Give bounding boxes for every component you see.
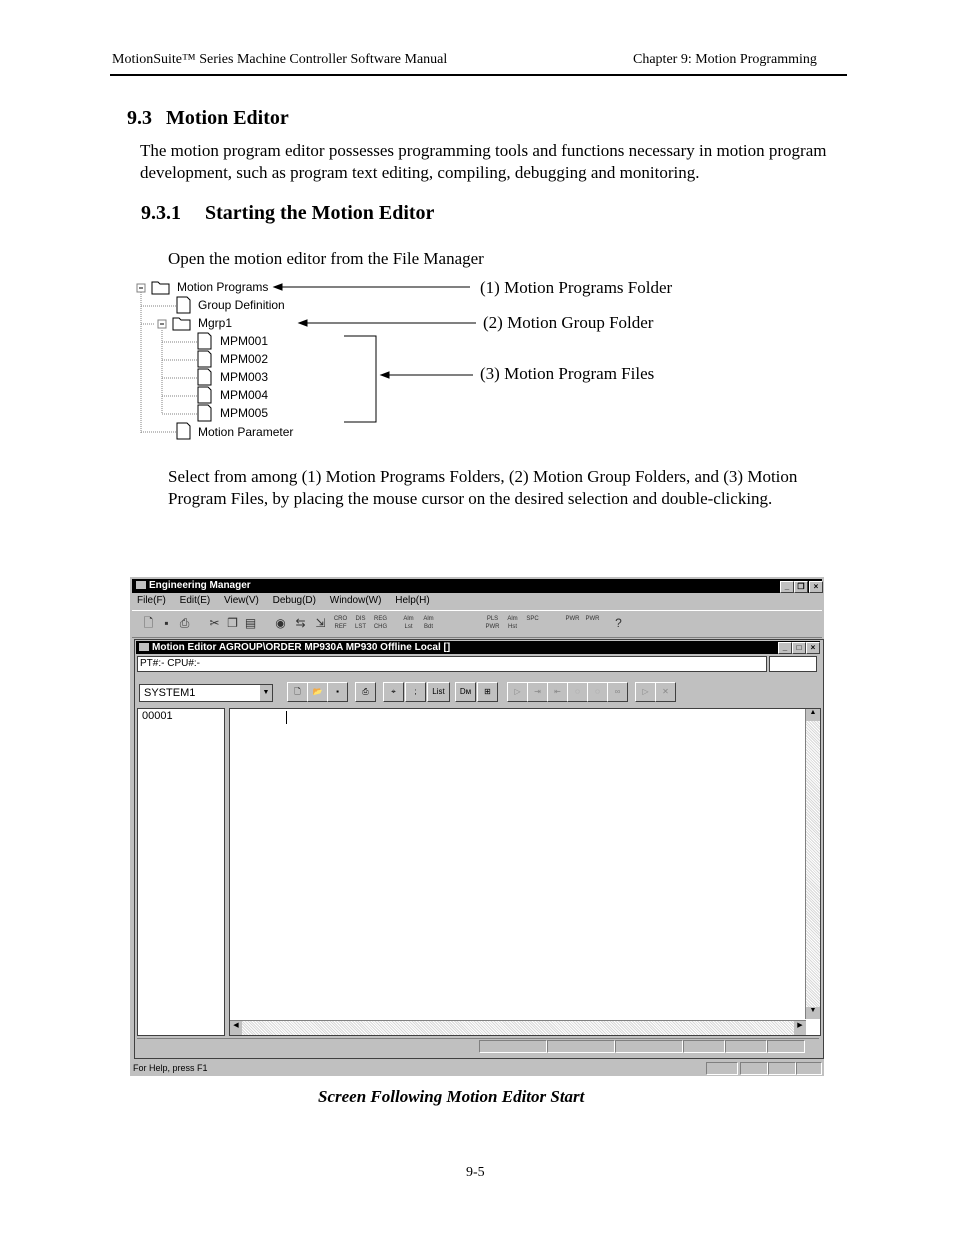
status-pane	[740, 1062, 768, 1075]
open-instruction: Open the motion editor from the File Manager	[168, 249, 484, 268]
menu-window[interactable]: Window(W)	[329, 595, 382, 606]
editor-title-bar	[136, 641, 820, 654]
figure-caption: Screen Following Motion Editor Start	[318, 1087, 585, 1106]
program-select[interactable]	[139, 684, 273, 702]
app-status-bar	[132, 1061, 822, 1075]
editor-status-pane	[479, 1040, 547, 1053]
dis-lst-button[interactable]: DIS LST	[354, 616, 366, 630]
new-icon[interactable]: 🗋	[143, 616, 154, 630]
step-out-icon[interactable]: ⇤	[547, 682, 568, 702]
editor-status-pane	[767, 1040, 805, 1053]
pwr-button-2[interactable]: PWR	[585, 616, 600, 622]
running-header-right: Chapter 9: Motion Programming	[633, 52, 817, 67]
step-in-icon[interactable]: ⇥	[527, 682, 548, 702]
cro-ref-button[interactable]: CRO REF	[333, 616, 348, 630]
status-pane	[796, 1062, 822, 1075]
editor-status-pane	[615, 1040, 683, 1053]
cut-icon[interactable]: ✂	[209, 616, 220, 630]
folder-icon	[173, 318, 190, 330]
alm-bdt-button[interactable]: Alm Bdt	[423, 616, 434, 630]
spc-button[interactable]: SPC	[526, 616, 539, 622]
tree-root[interactable]: Motion Programs	[177, 280, 269, 294]
scroll-left-icon[interactable]: ◀	[230, 1021, 242, 1035]
alm-hst-button[interactable]: Alm Hst	[507, 616, 518, 630]
vertical-scrollbar[interactable]	[805, 709, 820, 1019]
program-select-value: SYSTEM1	[144, 687, 196, 699]
editor-status-bar	[137, 1038, 819, 1053]
header-rule	[110, 74, 847, 76]
tree-file[interactable]: MPM004	[220, 388, 269, 402]
tree-group-definition[interactable]: Group Definition	[198, 298, 285, 312]
engineering-manager-window	[130, 577, 824, 1076]
editor-icon	[139, 643, 149, 651]
tree-file[interactable]: MPM003	[220, 370, 269, 384]
page-number: 9-5	[466, 1165, 485, 1180]
breakpoint-clear-icon[interactable]: ◌	[587, 682, 608, 702]
copy-icon[interactable]: ❐	[227, 616, 238, 630]
menu-bar	[132, 594, 822, 608]
section-number: 9.3	[127, 107, 152, 129]
callout-2: (2) Motion Group Folder	[483, 313, 654, 332]
print-program-icon[interactable]: ⎙	[355, 682, 376, 702]
compile-icon[interactable]: ⌖	[383, 682, 404, 702]
chevron-down-icon[interactable]: ▼	[260, 685, 272, 701]
menu-edit[interactable]: Edit(E)	[179, 595, 211, 606]
status-pane	[768, 1062, 796, 1075]
motion-editor-window	[134, 639, 824, 1059]
section-title: Motion Editor	[166, 107, 289, 129]
line-number-pane	[137, 708, 225, 1036]
scroll-right-icon[interactable]: ▶	[794, 1021, 806, 1035]
print-icon[interactable]: ⎙	[179, 616, 190, 630]
scroll-up-icon[interactable]: ▲	[806, 709, 820, 721]
semicolon-button[interactable]: ;	[405, 682, 426, 702]
dm-icon[interactable]: Dм	[455, 682, 476, 702]
title-bar	[132, 579, 822, 593]
list-button[interactable]: List	[427, 682, 450, 702]
step-icon[interactable]: ▷	[507, 682, 528, 702]
diff-icon[interactable]: ⊞	[477, 682, 498, 702]
save-icon[interactable]: ▪	[164, 616, 169, 630]
scroll-down-icon[interactable]: ▼	[806, 1007, 820, 1019]
connect-icon[interactable]: ⇲	[315, 616, 326, 630]
callout-3: (3) Motion Program Files	[480, 364, 655, 383]
editor-status-pane	[547, 1040, 615, 1053]
tree-file[interactable]: MPM002	[220, 352, 269, 366]
menu-debug[interactable]: Debug(D)	[272, 595, 316, 606]
open-folder-icon[interactable]: 📂	[307, 682, 328, 702]
menu-view[interactable]: View(V)	[224, 595, 259, 606]
line-number: 00001	[142, 710, 173, 722]
online-icon[interactable]: ◉	[275, 616, 286, 630]
pt-cpu-aux-field	[769, 656, 817, 672]
subsection-title: Starting the Motion Editor	[205, 202, 435, 224]
main-toolbar	[132, 610, 822, 638]
text-cursor	[286, 711, 287, 724]
running-header-left: MotionSuite™ Series Machine Controller Software Manual	[112, 52, 448, 67]
alm-lst-button[interactable]: Alm Lst	[403, 616, 414, 630]
code-editor[interactable]	[229, 708, 821, 1036]
section-heading	[127, 107, 289, 130]
minimize-button[interactable]: _	[780, 581, 794, 593]
tree-file[interactable]: MPM005	[220, 406, 269, 420]
pls-pwr-button[interactable]: PLS PWR	[485, 616, 500, 630]
callout-1: (1) Motion Programs Folder	[480, 278, 673, 297]
breakpoint-set-icon[interactable]: ◌	[567, 682, 588, 702]
editor-status-pane	[683, 1040, 725, 1053]
folder-icon	[152, 282, 169, 294]
paste-icon[interactable]: ▤	[244, 616, 257, 630]
app-icon	[136, 581, 146, 589]
editor-toolbar	[137, 682, 817, 704]
watch-icon[interactable]: ∞	[607, 682, 628, 702]
tree-parameter[interactable]: Motion Parameter	[198, 425, 294, 439]
pt-cpu-field: PT#:- CPU#:-	[137, 656, 767, 672]
horizontal-scrollbar[interactable]	[230, 1020, 806, 1035]
subsection-number: 9.3.1	[141, 202, 181, 224]
tree-file[interactable]: MPM001	[220, 334, 269, 348]
status-text: For Help, press F1	[133, 1063, 208, 1073]
new-program-icon[interactable]: 🗋	[287, 682, 308, 702]
section-intro: The motion program editor possesses programming tools and functions necessary in motion program development, such as program text editing, compiling, debugging and monitoring.	[140, 141, 827, 182]
reg-chg-button[interactable]: REG CHG	[373, 616, 388, 630]
editor-close-button[interactable]: ×	[806, 642, 820, 654]
tree-group[interactable]: Mgrp1	[198, 316, 233, 330]
menu-file[interactable]: File(F)	[137, 595, 166, 606]
editor-maximize-button[interactable]: □	[792, 642, 806, 654]
help-icon[interactable]: ?	[615, 616, 622, 630]
menu-help[interactable]: Help(H)	[395, 595, 430, 606]
editor-status-pane	[725, 1040, 767, 1053]
select-instruction: Select from among (1) Motion Programs Folders, (2) Motion Group Folders, and (3) Motion Program Files, by placing the mouse cursor on the desired selection and double-clicking.	[168, 467, 798, 508]
stop-icon[interactable]: ✕	[655, 682, 676, 702]
status-pane	[706, 1062, 738, 1075]
editor-minimize-button[interactable]: _	[778, 642, 792, 654]
pwr-button[interactable]: PWR	[565, 616, 580, 622]
transfer-icon[interactable]: ⇆	[295, 616, 306, 630]
editor-title: Motion Editor AGROUP\ORDER MP930A MP930 Offline Local []	[152, 642, 451, 653]
close-button[interactable]: ×	[809, 581, 823, 593]
restore-button[interactable]: ❐	[794, 581, 808, 593]
run-icon[interactable]: ▷	[635, 682, 656, 702]
window-title: Engineering Manager	[149, 580, 251, 591]
save-program-icon[interactable]: ▪	[327, 682, 348, 702]
subsection-heading	[141, 202, 434, 225]
